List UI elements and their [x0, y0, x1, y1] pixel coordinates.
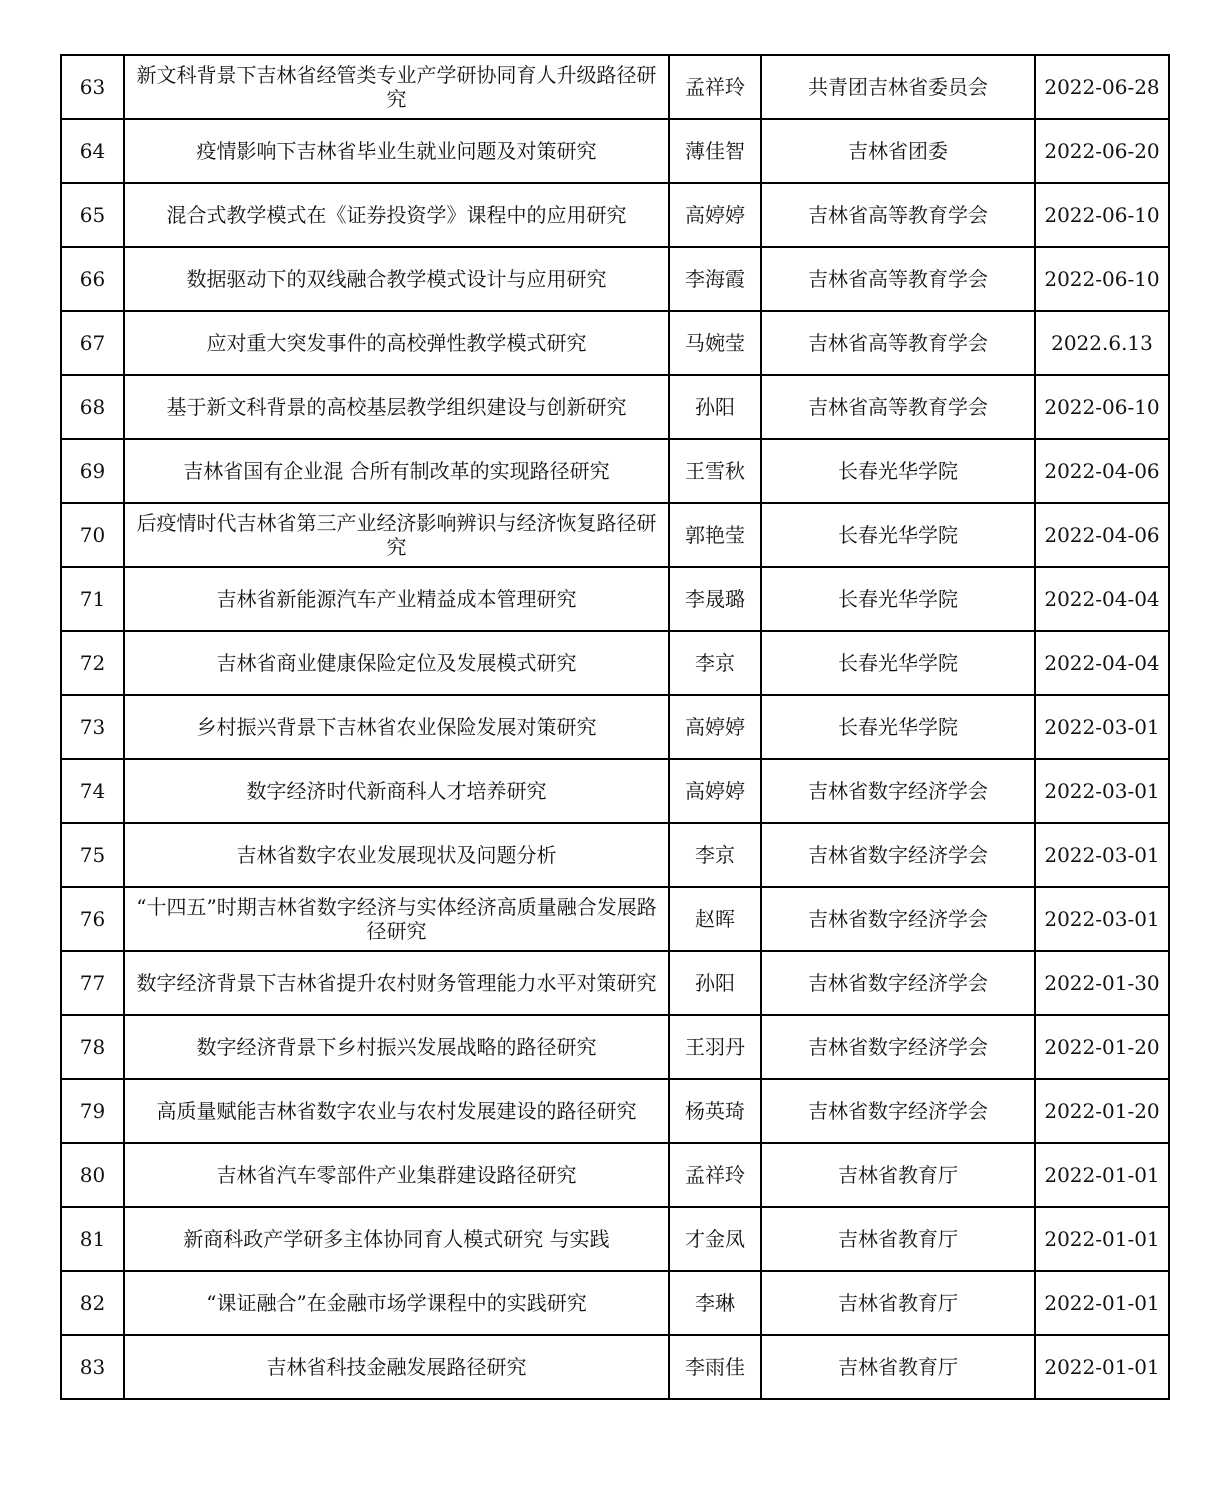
row-number: 63 [61, 55, 124, 119]
project-title: “课证融合”在金融市场学课程中的实践研究 [124, 1271, 669, 1335]
row-number: 80 [61, 1143, 124, 1207]
approval-date: 2022.6.13 [1035, 311, 1169, 375]
approval-date: 2022-06-28 [1035, 55, 1169, 119]
row-number: 77 [61, 951, 124, 1015]
row-number: 82 [61, 1271, 124, 1335]
project-leader: 李雨佳 [669, 1335, 761, 1399]
project-title: 吉林省新能源汽车产业精益成本管理研究 [124, 567, 669, 631]
project-leader: 高婷婷 [669, 759, 761, 823]
project-leader: 孟祥玲 [669, 1143, 761, 1207]
issuing-organization: 长春光华学院 [761, 567, 1035, 631]
issuing-organization: 吉林省数字经济学会 [761, 823, 1035, 887]
table-row [61, 823, 1169, 887]
table-row [61, 1207, 1169, 1271]
issuing-organization: 吉林省团委 [761, 119, 1035, 183]
row-number: 83 [61, 1335, 124, 1399]
issuing-organization: 长春光华学院 [761, 631, 1035, 695]
table-row [61, 439, 1169, 503]
approval-date: 2022-04-06 [1035, 439, 1169, 503]
project-title: 吉林省商业健康保险定位及发展模式研究 [124, 631, 669, 695]
project-leader: 孙阳 [669, 375, 761, 439]
row-number: 74 [61, 759, 124, 823]
project-title: 新商科政产学研多主体协同育人模式研究 与实践 [124, 1207, 669, 1271]
project-title: 数字经济背景下吉林省提升农村财务管理能力水平对策研究 [124, 951, 669, 1015]
project-title: 数字经济时代新商科人才培养研究 [124, 759, 669, 823]
project-title: 高质量赋能吉林省数字农业与农村发展建设的路径研究 [124, 1079, 669, 1143]
row-number: 70 [61, 503, 124, 567]
project-leader: 高婷婷 [669, 695, 761, 759]
project-title: 基于新文科背景的高校基层教学组织建设与创新研究 [124, 375, 669, 439]
table-row [61, 311, 1169, 375]
table-row [61, 1015, 1169, 1079]
issuing-organization: 吉林省数字经济学会 [761, 1015, 1035, 1079]
approval-date: 2022-06-10 [1035, 247, 1169, 311]
project-leader: 才金凤 [669, 1207, 761, 1271]
row-number: 69 [61, 439, 124, 503]
row-number: 65 [61, 183, 124, 247]
project-title: 疫情影响下吉林省毕业生就业问题及对策研究 [124, 119, 669, 183]
project-title: 应对重大突发事件的高校弹性教学模式研究 [124, 311, 669, 375]
project-title: 后疫情时代吉林省第三产业经济影响辨识与经济恢复路径研究 [124, 503, 669, 567]
row-number: 81 [61, 1207, 124, 1271]
table-row [61, 1143, 1169, 1207]
issuing-organization: 吉林省高等教育学会 [761, 375, 1035, 439]
project-title: 混合式教学模式在《证券投资学》课程中的应用研究 [124, 183, 669, 247]
project-leader: 薄佳智 [669, 119, 761, 183]
table-row [61, 1271, 1169, 1335]
row-number: 66 [61, 247, 124, 311]
project-leader: 李京 [669, 631, 761, 695]
issuing-organization: 吉林省数字经济学会 [761, 951, 1035, 1015]
table-row [61, 183, 1169, 247]
issuing-organization: 吉林省高等教育学会 [761, 183, 1035, 247]
project-leader: 杨英琦 [669, 1079, 761, 1143]
approval-date: 2022-01-01 [1035, 1143, 1169, 1207]
issuing-organization: 吉林省教育厅 [761, 1271, 1035, 1335]
project-leader: 孙阳 [669, 951, 761, 1015]
table-row [61, 887, 1169, 951]
issuing-organization: 吉林省高等教育学会 [761, 247, 1035, 311]
approval-date: 2022-06-10 [1035, 183, 1169, 247]
issuing-organization: 吉林省数字经济学会 [761, 1079, 1035, 1143]
table-row [61, 759, 1169, 823]
project-leader: 马婉莹 [669, 311, 761, 375]
table-row [61, 695, 1169, 759]
project-leader: 李海霞 [669, 247, 761, 311]
issuing-organization: 长春光华学院 [761, 439, 1035, 503]
project-leader: 赵晖 [669, 887, 761, 951]
project-title: 新文科背景下吉林省经管类专业产学研协同育人升级路径研究 [124, 55, 669, 119]
row-number: 67 [61, 311, 124, 375]
row-number: 68 [61, 375, 124, 439]
row-number: 64 [61, 119, 124, 183]
project-leader: 郭艳莹 [669, 503, 761, 567]
project-title: 吉林省国有企业混 合所有制改革的实现路径研究 [124, 439, 669, 503]
issuing-organization: 吉林省数字经济学会 [761, 887, 1035, 951]
issuing-organization: 吉林省教育厅 [761, 1207, 1035, 1271]
issuing-organization: 吉林省教育厅 [761, 1143, 1035, 1207]
approval-date: 2022-03-01 [1035, 823, 1169, 887]
project-title: 吉林省汽车零部件产业集群建设路径研究 [124, 1143, 669, 1207]
table-row [61, 375, 1169, 439]
project-title: 数字经济背景下乡村振兴发展战略的路径研究 [124, 1015, 669, 1079]
approval-date: 2022-03-01 [1035, 759, 1169, 823]
issuing-organization: 吉林省教育厅 [761, 1335, 1035, 1399]
table-row [61, 55, 1169, 119]
table-row [61, 631, 1169, 695]
project-title: 乡村振兴背景下吉林省农业保险发展对策研究 [124, 695, 669, 759]
approval-date: 2022-01-20 [1035, 1015, 1169, 1079]
approval-date: 2022-01-20 [1035, 1079, 1169, 1143]
project-leader: 王羽丹 [669, 1015, 761, 1079]
row-number: 75 [61, 823, 124, 887]
table-row [61, 503, 1169, 567]
project-leader: 高婷婷 [669, 183, 761, 247]
approval-date: 2022-03-01 [1035, 887, 1169, 951]
project-table-body [61, 55, 1169, 1399]
table-row [61, 567, 1169, 631]
project-leader: 李晟璐 [669, 567, 761, 631]
approval-date: 2022-04-04 [1035, 567, 1169, 631]
approval-date: 2022-04-04 [1035, 631, 1169, 695]
issuing-organization: 长春光华学院 [761, 695, 1035, 759]
issuing-organization: 共青团吉林省委员会 [761, 55, 1035, 119]
approval-date: 2022-03-01 [1035, 695, 1169, 759]
table-row [61, 951, 1169, 1015]
table-row [61, 119, 1169, 183]
project-title: “十四五”时期吉林省数字经济与实体经济高质量融合发展路径研究 [124, 887, 669, 951]
approval-date: 2022-01-01 [1035, 1271, 1169, 1335]
row-number: 79 [61, 1079, 124, 1143]
approval-date: 2022-01-30 [1035, 951, 1169, 1015]
project-title: 吉林省科技金融发展路径研究 [124, 1335, 669, 1399]
project-leader: 李琳 [669, 1271, 761, 1335]
issuing-organization: 吉林省高等教育学会 [761, 311, 1035, 375]
table-row [61, 1335, 1169, 1399]
issuing-organization: 吉林省数字经济学会 [761, 759, 1035, 823]
project-title: 吉林省数字农业发展现状及问题分析 [124, 823, 669, 887]
row-number: 73 [61, 695, 124, 759]
project-leader: 李京 [669, 823, 761, 887]
row-number: 78 [61, 1015, 124, 1079]
approval-date: 2022-06-20 [1035, 119, 1169, 183]
project-table [60, 54, 1170, 1400]
project-leader: 王雪秋 [669, 439, 761, 503]
table-row [61, 247, 1169, 311]
project-leader: 孟祥玲 [669, 55, 761, 119]
row-number: 72 [61, 631, 124, 695]
project-title: 数据驱动下的双线融合教学模式设计与应用研究 [124, 247, 669, 311]
row-number: 71 [61, 567, 124, 631]
issuing-organization: 长春光华学院 [761, 503, 1035, 567]
approval-date: 2022-01-01 [1035, 1207, 1169, 1271]
approval-date: 2022-01-01 [1035, 1335, 1169, 1399]
approval-date: 2022-04-06 [1035, 503, 1169, 567]
approval-date: 2022-06-10 [1035, 375, 1169, 439]
row-number: 76 [61, 887, 124, 951]
table-row [61, 1079, 1169, 1143]
